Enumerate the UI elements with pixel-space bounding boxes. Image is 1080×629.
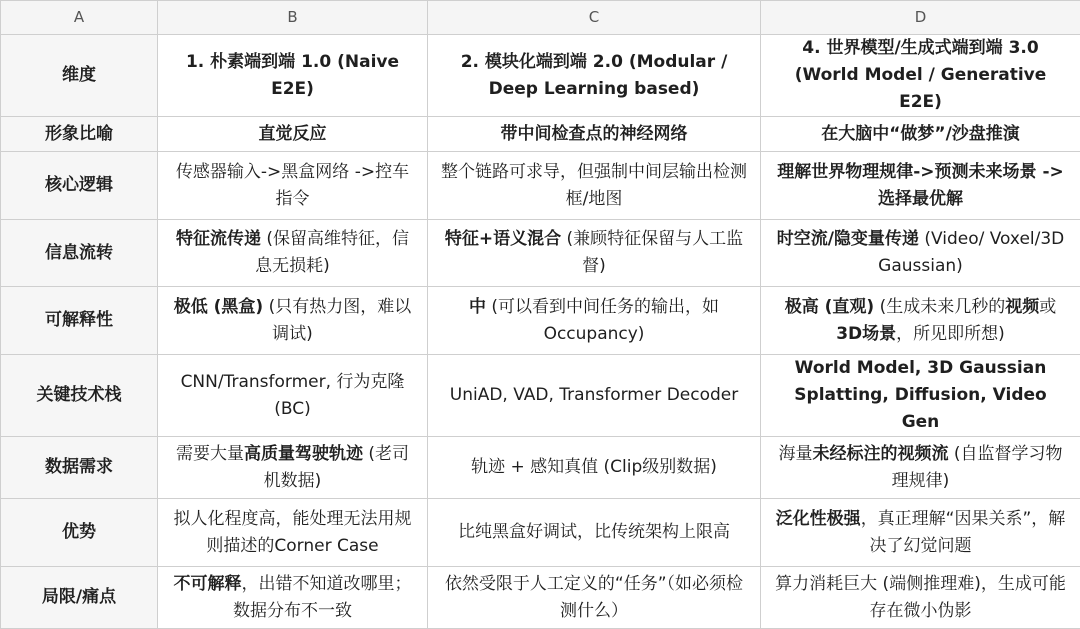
table-cell[interactable] — [428, 220, 761, 287]
column-letter-header — [1, 1, 1080, 35]
table-cell[interactable] — [158, 355, 428, 437]
cell-text: 轨迹 + 感知真值 (Clip级别数据) — [471, 457, 717, 477]
table-cell[interactable] — [761, 220, 1080, 287]
cell-text: CNN/Transformer, 行为克隆 (BC) — [181, 372, 405, 419]
table-cell[interactable] — [158, 152, 428, 220]
table-row — [1, 437, 1080, 499]
header-cell-naive-e2e[interactable]: 1. 朴素端到端 1.0 (Naive E2E) — [158, 35, 428, 117]
table-cell[interactable] — [761, 355, 1080, 437]
cell-text-bold: 带中间检查点的神经网络 — [501, 124, 688, 144]
row-label[interactable]: 可解释性 — [1, 287, 158, 355]
table-cell[interactable] — [428, 152, 761, 220]
cell-text: ，出错不知道改哪里；数据分布不一致 — [233, 574, 412, 621]
cell-text-bold: 泛化性极强 — [776, 509, 861, 529]
column-header-d[interactable]: D — [761, 1, 1080, 35]
table-cell[interactable] — [428, 437, 761, 499]
cell-text-bold: World Model, 3D Gaussian Splatting, Diffusion, Video Gen — [794, 358, 1046, 432]
header-cell-modular-e2e[interactable]: 2. 模块化端到端 2.0 (Modular / Deep Learning based) — [428, 35, 761, 117]
column-header-a[interactable]: A — [1, 1, 158, 35]
cell-text: (生成未来几秒的 — [874, 297, 1005, 317]
table-cell[interactable] — [158, 220, 428, 287]
table-row — [1, 355, 1080, 437]
cell-text: (自监督学习物理规律) — [892, 444, 1063, 491]
cell-text: 算力消耗巨大 (端侧推理难)，生成可能存在微小伪影 — [775, 574, 1066, 621]
table-cell[interactable] — [158, 499, 428, 567]
table-cell[interactable] — [428, 287, 761, 355]
table-cell[interactable] — [428, 499, 761, 567]
cell-text: ，真正理解“因果关系”，解决了幻觉问题 — [861, 509, 1066, 556]
table-row — [1, 220, 1080, 287]
table-cell[interactable] — [158, 437, 428, 499]
table-cell[interactable] — [761, 437, 1080, 499]
column-header-b[interactable]: B — [158, 1, 428, 35]
table-row — [1, 152, 1080, 220]
cell-text-bold: 时空流/隐变量传递 — [777, 229, 919, 249]
table-cell[interactable] — [761, 287, 1080, 355]
row-label[interactable]: 形象比喻 — [1, 117, 158, 152]
cell-text-bold: 直觉反应 — [259, 124, 327, 144]
cell-text: (老司机数据) — [264, 444, 409, 491]
cell-text: ，所见即所想) — [896, 324, 1005, 344]
cell-text-bold: 未经标注的视频流 — [812, 444, 948, 464]
table-row — [1, 567, 1080, 629]
column-header-c[interactable]: C — [428, 1, 761, 35]
cell-text-bold: 高质量驾驶轨迹 — [244, 444, 363, 464]
table-cell[interactable] — [158, 287, 428, 355]
cell-text-bold: 极高 (直观) — [785, 297, 874, 317]
row-label[interactable]: 数据需求 — [1, 437, 158, 499]
table-header-row — [1, 35, 1080, 117]
cell-text: 比纯黑盒好调试，比传统架构上限高 — [458, 522, 730, 542]
cell-text-bold: 极低 (黑盒) — [174, 297, 263, 317]
header-cell-dimension[interactable]: 维度 — [1, 35, 158, 117]
row-label[interactable]: 核心逻辑 — [1, 152, 158, 220]
table-row — [1, 117, 1080, 152]
table-cell[interactable] — [761, 499, 1080, 567]
table-cell[interactable] — [428, 355, 761, 437]
cell-text: 海量 — [778, 444, 812, 464]
table-cell[interactable] — [761, 152, 1080, 220]
cell-text: (保留高维特征，信息无损耗) — [255, 229, 409, 276]
cell-text: (只有热力图，难以调试) — [263, 297, 411, 344]
cell-text: (兼顾特征保留与人工监督) — [561, 229, 743, 276]
cell-text: (可以看到中间任务的输出，如Occupancy) — [486, 297, 719, 344]
table-cell[interactable] — [158, 117, 428, 152]
cell-text: UniAD, VAD, Transformer Decoder — [450, 385, 739, 405]
cell-text: 或 — [1039, 297, 1056, 317]
row-label[interactable]: 优势 — [1, 499, 158, 567]
cell-text: 依然受限于人工定义的“任务”（如必须检测什么） — [445, 574, 743, 621]
cell-text-bold: 特征流传递 — [176, 229, 261, 249]
cell-text: 需要大量 — [176, 444, 244, 464]
cell-text-bold: 在大脑中“做梦”/沙盘推演 — [821, 124, 1020, 144]
cell-text-bold: 不可解释 — [174, 574, 242, 594]
cell-text: 拟人化程度高，能处理无法用规则描述的Corner Case — [174, 509, 412, 556]
row-label[interactable]: 局限/痛点 — [1, 567, 158, 629]
cell-text: (Video/ Voxel/3D Gaussian) — [878, 229, 1064, 276]
cell-text: 整个链路可求导，但强制中间层输出检测框/地图 — [441, 162, 747, 209]
table-cell[interactable] — [761, 567, 1080, 629]
table-cell[interactable] — [158, 567, 428, 629]
table-cell[interactable] — [428, 117, 761, 152]
header-cell-world-model[interactable]: 4. 世界模型/生成式端到端 3.0 (World Model / Generative E2E) — [761, 35, 1080, 117]
cell-text-bold: 3D场景 — [836, 324, 896, 344]
cell-text-bold: 视频 — [1005, 297, 1039, 317]
cell-text-bold: 理解世界物理规律->预测未来场景 -> 选择最优解 — [777, 162, 1064, 209]
row-label[interactable]: 关键技术栈 — [1, 355, 158, 437]
cell-text: 传感器输入->黑盒网络 ->控车指令 — [176, 162, 409, 209]
table-cell[interactable] — [761, 117, 1080, 152]
table-cell[interactable] — [428, 567, 761, 629]
table-row — [1, 499, 1080, 567]
cell-text-bold: 中 — [469, 297, 486, 317]
row-label[interactable]: 信息流转 — [1, 220, 158, 287]
table-row — [1, 287, 1080, 355]
cell-text-bold: 特征+语义混合 — [445, 229, 561, 249]
